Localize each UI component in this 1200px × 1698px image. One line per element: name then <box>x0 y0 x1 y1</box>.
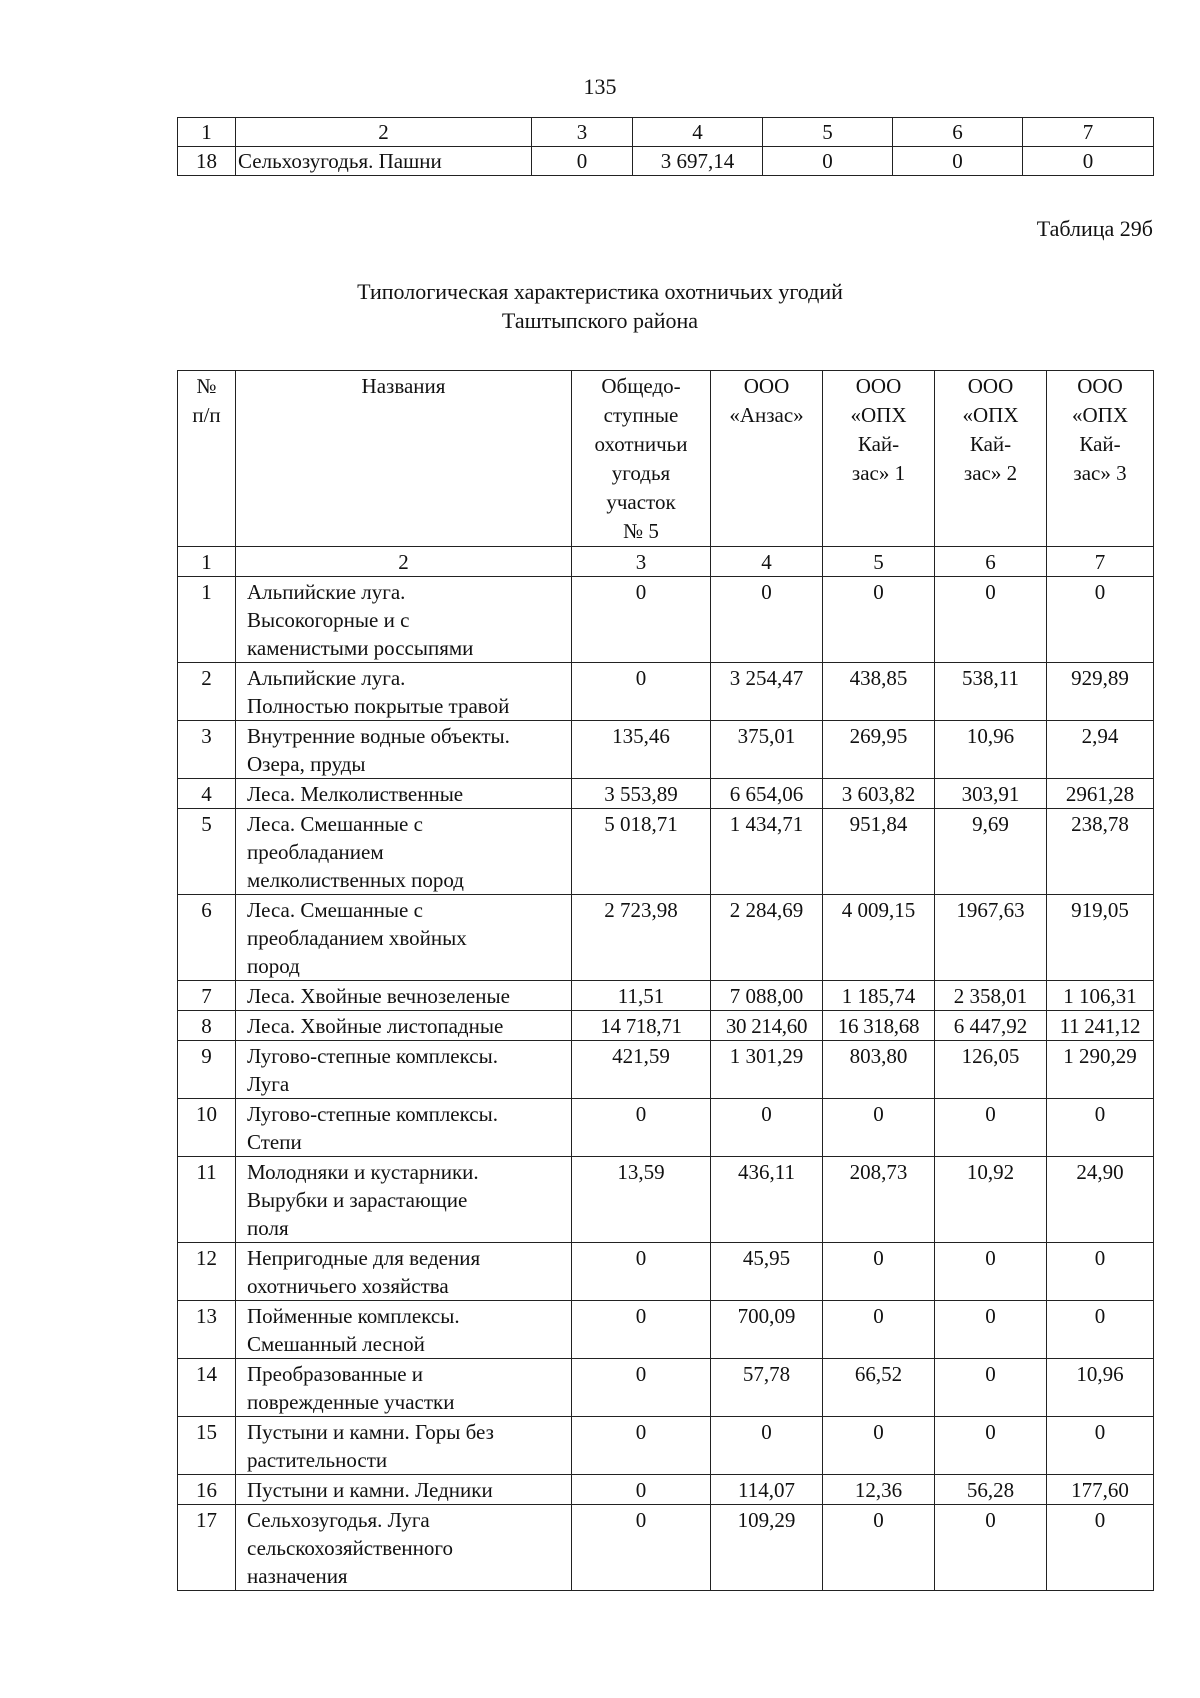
value-cell: 2 284,69 <box>711 895 823 981</box>
row-name-line: Вырубки и зарастающие <box>247 1188 468 1212</box>
value-cell: 421,59 <box>572 1041 711 1099</box>
value-cell: 1 301,29 <box>711 1041 823 1099</box>
row-number-cell: 4 <box>178 779 236 809</box>
value-cell: 2,94 <box>1047 721 1154 779</box>
table-row <box>178 1243 1154 1301</box>
row-name-line: каменистыми россыпями <box>247 636 474 660</box>
row-name-line: Внутренние водные объекты. <box>247 724 510 748</box>
header-line: Кай- <box>969 432 1012 456</box>
table-row <box>178 1475 1154 1505</box>
value-cell: 0 <box>935 1099 1047 1157</box>
value-cell: 6 447,92 <box>935 1011 1047 1041</box>
value-cell: 0 <box>935 1417 1047 1475</box>
row-name-line: Лугово-степные комплексы. <box>247 1044 498 1068</box>
header-col6 <box>935 371 1047 547</box>
col-number-cell: 5 <box>823 547 935 577</box>
value-cell: 10,92 <box>935 1157 1047 1243</box>
row-name-line: Пустыни и камни. Горы без <box>247 1420 494 1444</box>
value-cell: 2 723,98 <box>572 895 711 981</box>
table-row <box>178 147 1154 176</box>
value-cell: 11,51 <box>572 981 711 1011</box>
value-cell: 0 <box>532 147 633 176</box>
col-number-row <box>178 547 1154 577</box>
value-cell: 0 <box>763 147 893 176</box>
header-line: угодья <box>611 461 671 485</box>
header-line: охотничьи <box>594 432 688 456</box>
col-number-cell: 4 <box>633 118 763 147</box>
row-name-cell <box>236 809 572 895</box>
header-line: «ОПХ <box>1072 403 1128 427</box>
row-name-line: назначения <box>247 1564 348 1588</box>
row-name-line: Леса. Смешанные с <box>247 898 423 922</box>
row-number-cell: 8 <box>178 1011 236 1041</box>
col-number-cell: 7 <box>1047 547 1154 577</box>
value-cell: 951,84 <box>823 809 935 895</box>
row-number-cell: 11 <box>178 1157 236 1243</box>
value-cell: 0 <box>572 1475 711 1505</box>
row-name-line: Леса. Мелколиственные <box>247 782 464 806</box>
value-cell: 0 <box>572 1417 711 1475</box>
value-cell: 126,05 <box>935 1041 1047 1099</box>
value-cell: 4 009,15 <box>823 895 935 981</box>
row-name-line: Альпийские луга. <box>247 580 406 604</box>
table-label: Таблица 29б <box>1036 216 1153 241</box>
row-name-line: Степи <box>247 1130 302 1154</box>
value-cell: 0 <box>823 1505 935 1591</box>
col-number-cell: 1 <box>178 118 236 147</box>
value-cell: 0 <box>572 663 711 721</box>
row-name-line: Высокогорные и с <box>247 608 410 632</box>
row-name-line: Пустыни и камни. Ледники <box>247 1478 493 1502</box>
value-cell: 0 <box>572 1243 711 1301</box>
header-col3 <box>572 371 711 547</box>
value-cell: 929,89 <box>1047 663 1154 721</box>
table-row <box>178 809 1154 895</box>
header-col7 <box>1047 371 1154 547</box>
col-number-cell: 2 <box>236 547 572 577</box>
header-line: ООО <box>1077 374 1123 398</box>
header-line: ООО <box>855 374 902 398</box>
table-row <box>178 663 1154 721</box>
value-cell: 9,69 <box>935 809 1047 895</box>
header-line: ООО <box>743 374 790 398</box>
header-row <box>178 371 1154 547</box>
row-name-cell <box>236 1359 572 1417</box>
row-name-line: преобладанием <box>247 840 384 864</box>
row-name-cell <box>236 1243 572 1301</box>
row-name-line: преобладанием хвойных <box>247 926 467 950</box>
header-line: участок <box>606 490 676 514</box>
value-cell: 135,46 <box>572 721 711 779</box>
value-cell: 375,01 <box>711 721 823 779</box>
value-cell: 3 254,47 <box>711 663 823 721</box>
table-title-line: Типологическая характеристика охотничьих угодий <box>357 279 843 304</box>
value-cell: 24,90 <box>1047 1157 1154 1243</box>
value-cell: 0 <box>572 1359 711 1417</box>
row-name-line: Леса. Смешанные с <box>247 812 423 836</box>
value-cell: 1 434,71 <box>711 809 823 895</box>
value-cell: 0 <box>823 1099 935 1157</box>
row-name-line: сельскохозяйственного <box>247 1536 453 1560</box>
col-number-cell: 1 <box>178 547 236 577</box>
row-name-line: Смешанный лесной <box>247 1332 425 1356</box>
row-name-cell <box>236 1475 572 1505</box>
row-name-line: Преобразованные и <box>247 1362 424 1386</box>
value-cell: 12,36 <box>823 1475 935 1505</box>
value-cell: 0 <box>1047 1301 1154 1359</box>
value-cell: 0 <box>893 147 1023 176</box>
row-name-line: Леса. Хвойные листопадные <box>247 1014 504 1038</box>
row-name-line: поврежденные участки <box>247 1390 455 1414</box>
value-cell: 0 <box>823 1417 935 1475</box>
page-number: 135 <box>583 74 617 99</box>
value-cell: 0 <box>572 1505 711 1591</box>
table-row <box>178 1417 1154 1475</box>
value-cell: 0 <box>711 1099 823 1157</box>
row-number-cell: 12 <box>178 1243 236 1301</box>
value-cell: 45,95 <box>711 1243 823 1301</box>
value-cell: 1 106,31 <box>1047 981 1154 1011</box>
row-number-cell: 1 <box>178 577 236 663</box>
value-cell: 0 <box>1047 1505 1154 1591</box>
table-row <box>178 1505 1154 1591</box>
table-row <box>178 1011 1154 1041</box>
col-number-cell: 4 <box>711 547 823 577</box>
header-name <box>236 371 572 547</box>
table-row <box>178 1359 1154 1417</box>
table-row <box>178 895 1154 981</box>
row-name-cell <box>236 577 572 663</box>
value-cell: 0 <box>1047 577 1154 663</box>
value-cell: 30 214,60 <box>711 1011 823 1041</box>
value-cell: 14 718,71 <box>572 1011 711 1041</box>
row-name-line: пород <box>247 954 300 978</box>
row-name-cell <box>236 1301 572 1359</box>
value-cell: 538,11 <box>935 663 1047 721</box>
row-name-line: поля <box>247 1216 289 1240</box>
value-cell: 0 <box>572 577 711 663</box>
table-row <box>178 1157 1154 1243</box>
table-title-line: Таштыпского района <box>501 308 699 333</box>
row-number-cell: 3 <box>178 721 236 779</box>
row-name-line: Альпийские луга. <box>247 666 406 690</box>
value-cell: 0 <box>711 577 823 663</box>
value-cell: 3 697,14 <box>633 147 763 176</box>
value-cell: 0 <box>572 1099 711 1157</box>
row-number-cell: 9 <box>178 1041 236 1099</box>
value-cell: 208,73 <box>823 1157 935 1243</box>
value-cell: 0 <box>1047 1417 1154 1475</box>
row-name-line: Луга <box>247 1072 290 1096</box>
header-line: Общедо- <box>601 374 681 398</box>
table-row <box>178 1099 1154 1157</box>
header-col4 <box>711 371 823 547</box>
row-number-cell: 6 <box>178 895 236 981</box>
row-number-cell: 13 <box>178 1301 236 1359</box>
col-number-cell: 7 <box>1023 118 1154 147</box>
value-cell: 0 <box>823 577 935 663</box>
value-cell: 0 <box>935 577 1047 663</box>
value-cell: 0 <box>823 1301 935 1359</box>
row-number-cell: 7 <box>178 981 236 1011</box>
value-cell: 6 654,06 <box>711 779 823 809</box>
value-cell: 57,78 <box>711 1359 823 1417</box>
value-cell: 2 358,01 <box>935 981 1047 1011</box>
row-name-line: Молодняки и кустарники. <box>247 1160 479 1184</box>
row-number-cell: 10 <box>178 1099 236 1157</box>
row-name-line: Полностью покрытые травой <box>247 694 510 718</box>
header-line: ступные <box>603 403 679 427</box>
table-row <box>178 1301 1154 1359</box>
value-cell: 0 <box>1023 147 1154 176</box>
value-cell: 66,52 <box>823 1359 935 1417</box>
row-name-line: Озера, пруды <box>247 752 366 776</box>
row-name-line: Пойменные комплексы. <box>247 1304 460 1328</box>
table-row <box>178 981 1154 1011</box>
value-cell: 177,60 <box>1047 1475 1154 1505</box>
row-name-cell <box>236 721 572 779</box>
continuation-table <box>177 117 1154 176</box>
col-number-cell: 3 <box>532 118 633 147</box>
col-number-cell: 2 <box>236 118 532 147</box>
value-cell: 0 <box>1047 1099 1154 1157</box>
continuation-col-number-row <box>178 118 1154 147</box>
header-line: п/п <box>192 403 221 427</box>
value-cell: 269,95 <box>823 721 935 779</box>
header-line: «ОПХ <box>962 403 1019 427</box>
row-name-cell <box>236 1041 572 1099</box>
row-number-cell: 18 <box>178 147 236 176</box>
value-cell: 0 <box>572 1301 711 1359</box>
row-name-cell <box>236 779 572 809</box>
value-cell: 2961,28 <box>1047 779 1154 809</box>
col-number-cell: 3 <box>572 547 711 577</box>
row-name-cell <box>236 663 572 721</box>
row-name-cell <box>236 895 572 981</box>
value-cell: 0 <box>935 1243 1047 1301</box>
value-cell: 16 318,68 <box>823 1011 935 1041</box>
row-number-cell: 17 <box>178 1505 236 1591</box>
header-col5 <box>823 371 935 547</box>
value-cell: 0 <box>711 1417 823 1475</box>
value-cell: 56,28 <box>935 1475 1047 1505</box>
header-line: Кай- <box>1079 432 1121 456</box>
value-cell: 11 241,12 <box>1047 1011 1154 1041</box>
table-row <box>178 1041 1154 1099</box>
row-name-cell <box>236 1011 572 1041</box>
value-cell: 10,96 <box>935 721 1047 779</box>
header-line: ООО <box>967 374 1014 398</box>
row-name-cell <box>236 1099 572 1157</box>
value-cell: 919,05 <box>1047 895 1154 981</box>
value-cell: 3 603,82 <box>823 779 935 809</box>
row-number-cell: 15 <box>178 1417 236 1475</box>
row-name-cell <box>236 981 572 1011</box>
value-cell: 109,29 <box>711 1505 823 1591</box>
value-cell: 0 <box>935 1301 1047 1359</box>
value-cell: 0 <box>823 1243 935 1301</box>
row-name-cell: Сельхозугодья. Пашни <box>236 147 532 176</box>
value-cell: 0 <box>1047 1243 1154 1301</box>
table-row <box>178 577 1154 663</box>
col-number-cell: 6 <box>935 547 1047 577</box>
table-row <box>178 721 1154 779</box>
row-number-cell: 16 <box>178 1475 236 1505</box>
value-cell: 0 <box>935 1505 1047 1591</box>
row-name-line: охотничьего хозяйства <box>247 1274 449 1298</box>
value-cell: 700,09 <box>711 1301 823 1359</box>
header-line: «Анзас» <box>729 403 804 427</box>
row-name-line: Сельхозугодья. Луга <box>247 1508 430 1532</box>
value-cell: 5 018,71 <box>572 809 711 895</box>
value-cell: 10,96 <box>1047 1359 1154 1417</box>
value-cell: 1967,63 <box>935 895 1047 981</box>
row-name-line: растительности <box>247 1448 388 1472</box>
value-cell: 1 290,29 <box>1047 1041 1154 1099</box>
row-name-line: Непригодные для ведения <box>247 1246 481 1270</box>
row-name-cell <box>236 1505 572 1591</box>
header-line: Названия <box>361 374 446 398</box>
header-num <box>178 371 236 547</box>
col-number-cell: 6 <box>893 118 1023 147</box>
value-cell: 0 <box>935 1359 1047 1417</box>
row-name-line: мелколиственных пород <box>247 868 464 892</box>
header-line: № 5 <box>623 519 659 543</box>
header-line: зас» 2 <box>963 461 1018 485</box>
header-line: зас» 3 <box>1073 461 1127 485</box>
value-cell: 803,80 <box>823 1041 935 1099</box>
header-line: № <box>196 374 217 398</box>
row-number-cell: 5 <box>178 809 236 895</box>
row-number-cell: 14 <box>178 1359 236 1417</box>
col-number-cell: 5 <box>763 118 893 147</box>
value-cell: 1 185,74 <box>823 981 935 1011</box>
row-name-cell <box>236 1157 572 1243</box>
row-name-line: Лугово-степные комплексы. <box>247 1102 498 1126</box>
row-name-line: Леса. Хвойные вечнозеленые <box>247 984 510 1008</box>
value-cell: 438,85 <box>823 663 935 721</box>
value-cell: 7 088,00 <box>711 981 823 1011</box>
value-cell: 303,91 <box>935 779 1047 809</box>
table-title <box>0 277 1200 335</box>
value-cell: 238,78 <box>1047 809 1154 895</box>
hunting-lands-table <box>177 370 1154 1591</box>
row-number-cell: 2 <box>178 663 236 721</box>
value-cell: 13,59 <box>572 1157 711 1243</box>
table-row <box>178 779 1154 809</box>
header-line: Кай- <box>857 432 900 456</box>
value-cell: 114,07 <box>711 1475 823 1505</box>
value-cell: 436,11 <box>711 1157 823 1243</box>
header-line: «ОПХ <box>850 403 907 427</box>
header-line: зас» 1 <box>851 461 906 485</box>
value-cell: 3 553,89 <box>572 779 711 809</box>
row-name-cell <box>236 1417 572 1475</box>
